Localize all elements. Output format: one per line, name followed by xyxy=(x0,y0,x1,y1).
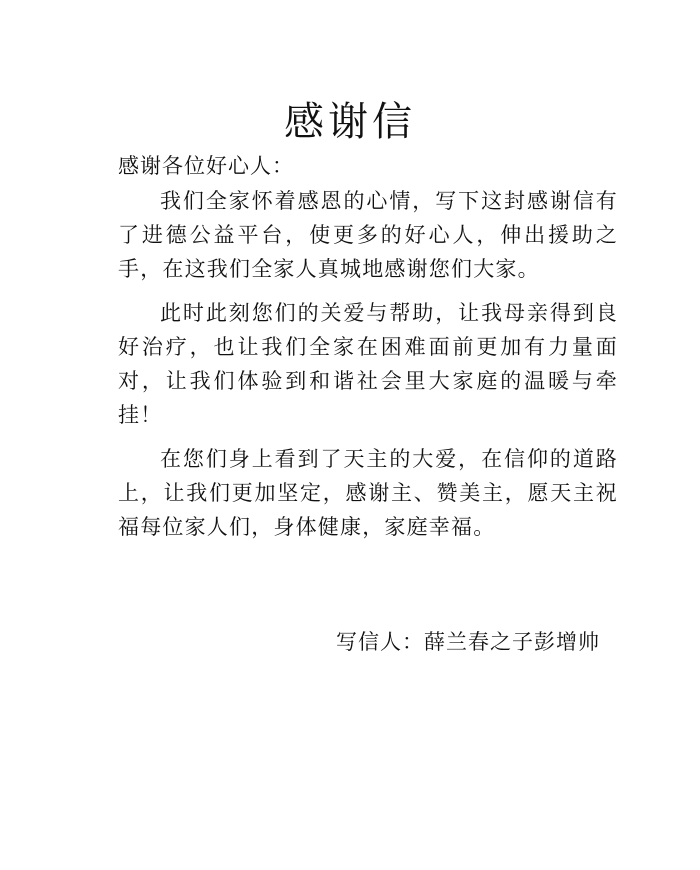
letter-salutation: 感谢各位好心人： xyxy=(118,154,294,178)
letter-title: 感谢信 xyxy=(284,99,416,145)
letter-body xyxy=(118,184,618,554)
letter-paragraph: 在您们身上看到了天主的大爱，在信仰的道路上，让我们更加坚定，感谢主、赞美主，愿天主祝福每位家人们，身体健康，家庭幸福。 xyxy=(118,447,618,539)
letter-paragraph: 我们全家怀着感恩的心情，写下这封感谢信有了进德公益平台，使更多的好心人，伸出援助之手，在这我们全家人真城地感谢您们大家。 xyxy=(118,189,618,281)
letter-paragraph: 此时此刻您们的关爱与帮助，让我母亲得到良好治疗，也让我们全家在困难面前更加有力量面对，让我们体验到和谐社会里大家庭的温暖与牵挂！ xyxy=(118,301,618,427)
letter-signature: 写信人：薛兰春之子彭增帅 xyxy=(336,630,600,654)
